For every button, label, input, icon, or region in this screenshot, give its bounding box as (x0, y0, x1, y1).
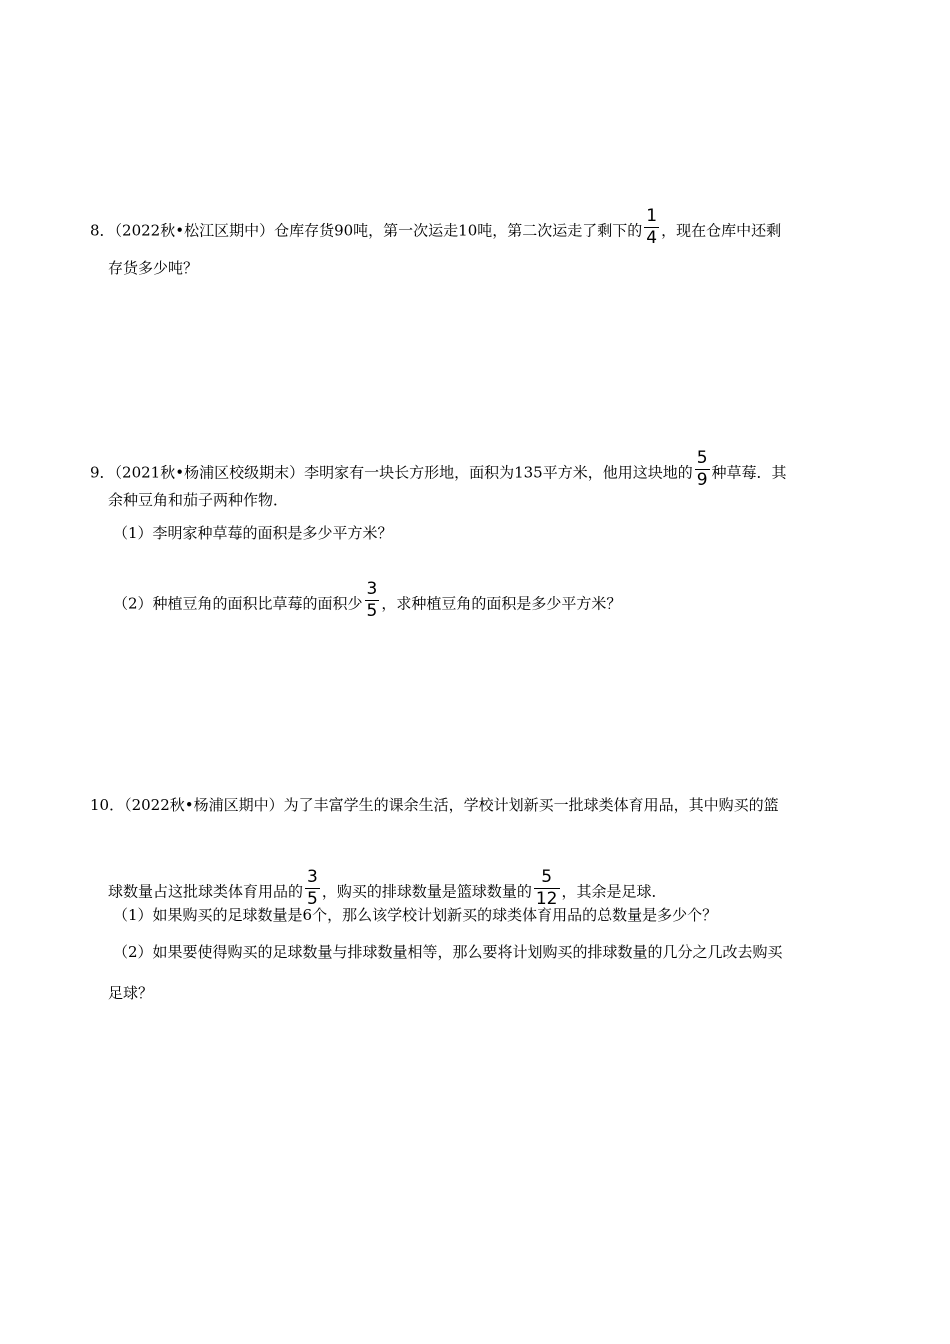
question-9-sub-2-fraction (365, 581, 380, 620)
fraction-denominator: 12 (535, 889, 558, 909)
question-9-text-before-fraction: 李明家有一块长方形地，面积为135平方米，他用这块地的 (304, 463, 693, 482)
fraction-denominator: 9 (696, 470, 708, 490)
question-9-sub-1-text: （1）李明家种草莓的面积是多少平方米？ (113, 524, 393, 542)
question-8-text-line-2: 存货多少吨？ (108, 259, 199, 277)
question-10-sub-1-text: （1）如果购买的足球数量是6个，那么该学校计划新买的球类体育用品的总数量是多少个？ (113, 906, 718, 924)
question-10-subquestion-2-line-1 (113, 942, 783, 962)
fraction-denominator: 4 (646, 228, 658, 248)
question-10-text-between-fractions: ，购买的排球数量是篮球数量的 (321, 882, 532, 901)
question-10-line-2 (108, 869, 667, 908)
question-8-line-2 (108, 258, 198, 278)
fraction-numerator: 5 (696, 448, 708, 468)
question-10-line-1 (90, 795, 779, 815)
question-10-subquestion-1 (113, 905, 717, 925)
question-9-subquestion-1 (113, 523, 393, 543)
question-9-sub-2-text-before: （2）种植豆角的面积比草莓的面积少 (113, 594, 363, 613)
question-8-source: （2022秋•松江区期中） (114, 221, 275, 240)
question-9-subquestion-2 (113, 581, 621, 620)
fraction-denominator: 5 (366, 601, 378, 621)
question-8-number: 8． (90, 221, 115, 240)
fraction-numerator: 3 (366, 579, 378, 599)
question-10-subquestion-2-line-2 (108, 983, 153, 1003)
question-10-text-before-fraction-1: 球数量占这批球类体育用品的 (108, 882, 304, 901)
question-8-text-after-fraction: ，现在仓库中还剩 (661, 221, 782, 240)
question-10-sub-2-text-line-2: 足球？ (108, 984, 154, 1002)
question-9-text-after-fraction: 种草莓．其 (711, 463, 787, 482)
question-10-fraction-2 (534, 869, 560, 908)
question-10-number: 10． (90, 796, 125, 814)
question-9-source: （2021秋•杨浦区校级期末） (114, 463, 305, 482)
fraction-numerator: 3 (307, 867, 318, 887)
fraction-numerator: 5 (534, 869, 560, 889)
question-8-text-before-fraction: 仓库存货90吨，第一次运走10吨，第二次运走了剩下的 (274, 221, 643, 240)
fraction-denominator: 5 (307, 889, 318, 909)
question-10-sub-2-text-line-1: （2）如果要使得购买的足球数量与排球数量相等，那么要将计划购买的排球数量的几分之几改去购买 (113, 943, 783, 961)
question-10-text-after-fraction-2: ，其余是足球． (561, 882, 667, 901)
question-9-text-line-2: 余种豆角和茄子两种作物． (108, 491, 289, 509)
question-9-fraction (695, 450, 710, 489)
question-10-fraction-1 (305, 869, 320, 908)
fraction-numerator: 1 (646, 206, 658, 226)
question-9-sub-2-text-after: ，求种植豆角的面积是多少平方米？ (381, 594, 622, 613)
question-10-text-line-1: 为了丰富学生的课余生活，学校计划新买一批球类体育用品，其中购买的篮 (283, 796, 779, 814)
question-8-line-1 (90, 208, 781, 247)
question-9-number: 9． (90, 463, 115, 482)
question-9-line-2 (108, 490, 288, 510)
question-10-source: （2022秋•杨浦区期中） (124, 796, 284, 814)
question-8-fraction (644, 208, 659, 247)
question-9-line-1 (90, 450, 787, 489)
